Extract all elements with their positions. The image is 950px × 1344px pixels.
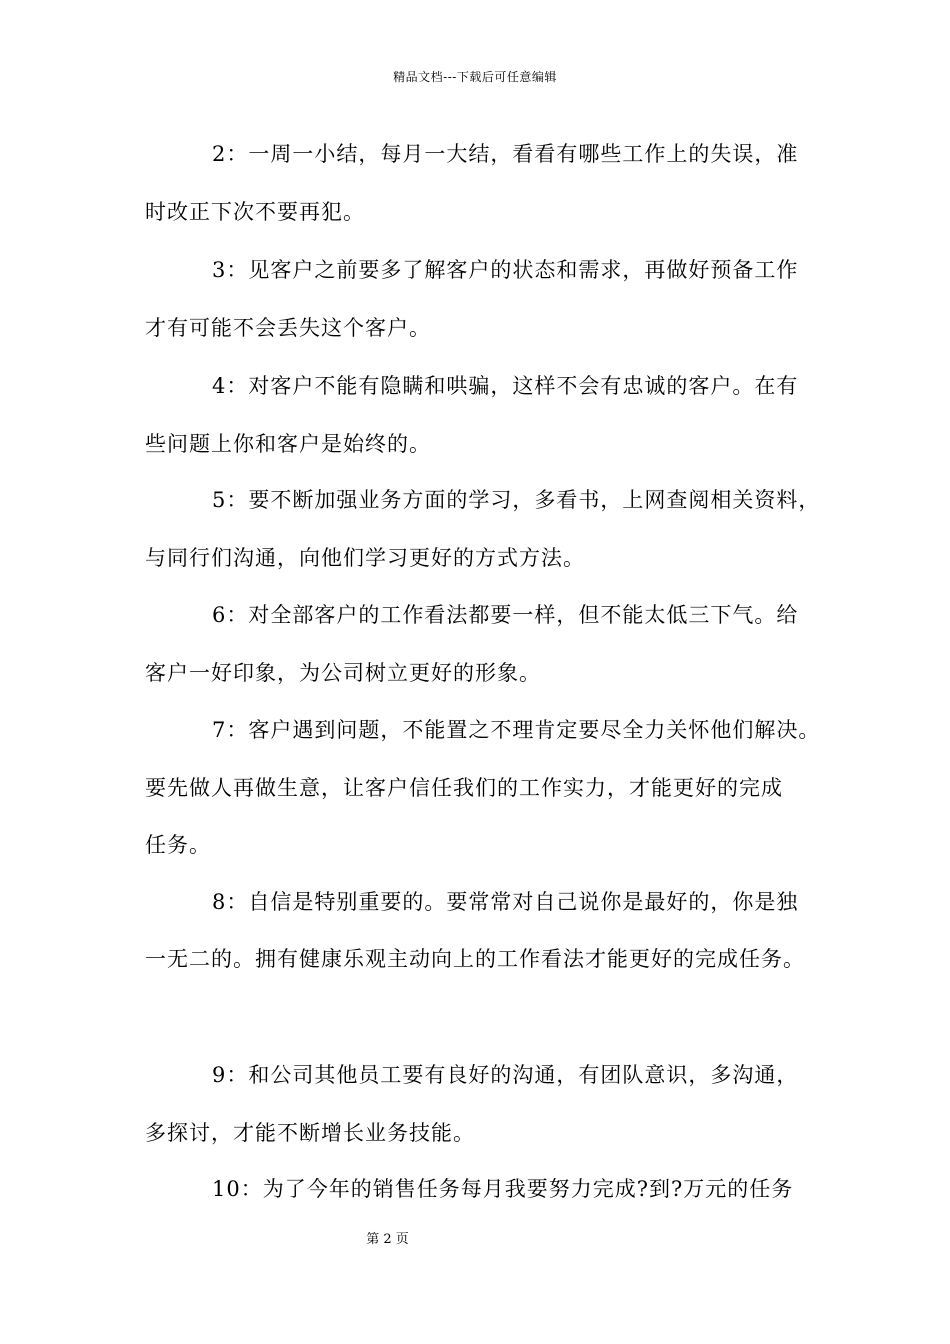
paragraph-7-line-3: 任务。 bbox=[145, 833, 211, 857]
paragraph-5-line-2: 与同行们沟通，向他们学习更好的方式方法。 bbox=[145, 546, 585, 570]
paragraph-2-line-2: 时改正下次不要再犯。 bbox=[145, 200, 365, 224]
paragraph-6-line-1: 6：对全部客户的工作看法都要一样，但不能太低三下气。给 bbox=[212, 603, 799, 627]
paragraph-3-line-1: 3：见客户之前要多了解客户的状态和需求，再做好预备工作 bbox=[212, 258, 799, 282]
paragraph-7-line-2: 要先做人再做生意，让客户信任我们的工作实力，才能更好的完成 bbox=[145, 776, 783, 800]
paragraph-5-line-1: 5：要不断加强业务方面的学习，多看书，上网查阅相关资料， bbox=[212, 488, 821, 512]
paragraph-6-line-2: 客户一好印象，为公司树立更好的形象。 bbox=[145, 661, 541, 685]
paragraph-9-line-1: 9：和公司其他员工要有良好的沟通，有团队意识，多沟通， bbox=[212, 1063, 799, 1087]
paragraph-7-line-1: 7：客户遇到问题，不能置之不理肯定要尽全力关怀他们解决。 bbox=[212, 718, 821, 742]
paragraph-8-line-1: 8：自信是特别重要的。要常常对自己说你是最好的，你是独 bbox=[212, 890, 799, 914]
page-number: 第 2 页 bbox=[366, 1232, 409, 1247]
paragraph-10-line-1: 10：为了今年的销售任务每月我要努力完成?到?万元的任务 bbox=[212, 1177, 794, 1201]
paragraph-4-line-2: 些问题上你和客户是始终的。 bbox=[145, 432, 431, 456]
paragraph-9-line-2: 多探讨，才能不断增长业务技能。 bbox=[145, 1121, 475, 1145]
paragraph-8-line-2: 一无二的。拥有健康乐观主动向上的工作看法才能更好的完成任务。 bbox=[145, 947, 805, 971]
page-header: 精品文档---下载后可任意编辑 bbox=[393, 70, 557, 84]
paragraph-3-line-2: 才有可能不会丢失这个客户。 bbox=[145, 316, 431, 340]
paragraph-4-line-1: 4：对客户不能有隐瞒和哄骗，这样不会有忠诚的客户。在有 bbox=[212, 374, 799, 398]
paragraph-2-line-1: 2：一周一小结，每月一大结，看看有哪些工作上的失误，准 bbox=[212, 142, 799, 166]
